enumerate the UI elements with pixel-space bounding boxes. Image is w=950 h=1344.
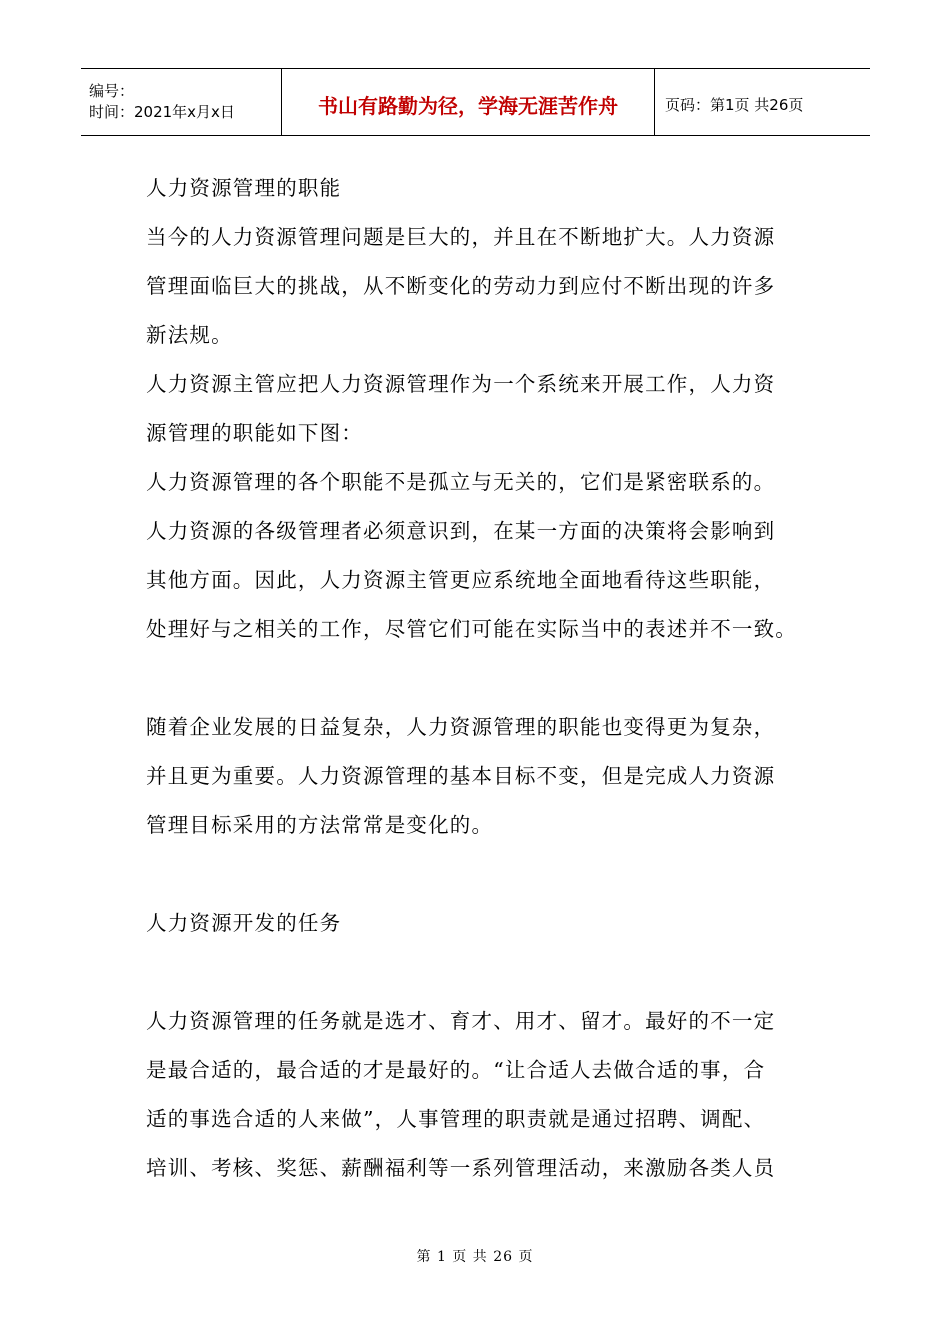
header-motto: 书山有路勤为径，学海无涯苦作舟	[282, 69, 655, 135]
page-header	[81, 68, 870, 136]
section-heading: 人力资源管理的职能	[146, 176, 342, 200]
document-number-label: 编号：	[89, 82, 135, 100]
document-body	[146, 164, 826, 1193]
header-page-info: 页码：第1页 共26页	[665, 95, 804, 114]
page-footer: 第 1 页 共 26 页	[416, 1249, 534, 1265]
section-heading: 人力资源开发的任务	[146, 911, 342, 935]
body-line: 是最合适的，最合适的才是最好的。“让合适人去做合适的事，合	[146, 1058, 766, 1082]
body-line: 管理目标采用的方法常常是变化的。	[146, 813, 494, 837]
body-line: 适的事选合适的人来做”，人事管理的职责就是通过招聘、调配、	[146, 1107, 766, 1131]
body-line: 人力资源管理的任务就是选才、育才、用才、留才。最好的不一定	[146, 1009, 776, 1033]
body-line: 新法规。	[146, 323, 233, 347]
paragraph-gap	[146, 654, 826, 703]
body-line: 处理好与之相关的工作，尽管它们可能在实际当中的表述并不一致。	[146, 617, 797, 641]
body-line: 当今的人力资源管理问题是巨大的，并且在不断地扩大。人力资源	[146, 225, 776, 249]
body-line: 其他方面。因此，人力资源主管更应系统地全面地看待这些职能，	[146, 568, 776, 592]
body-line: 源管理的职能如下图：	[146, 421, 363, 445]
body-line: 管理面临巨大的挑战，从不断变化的劳动力到应付不断出现的许多	[146, 274, 776, 298]
body-line: 随着企业发展的日益复杂，人力资源管理的职能也变得更为复杂，	[146, 715, 776, 739]
paragraph-gap	[146, 948, 826, 997]
document-time-label: 时间：2021年x月x日	[89, 103, 235, 121]
body-line: 人力资源主管应把人力资源管理作为一个系统来开展工作，人力资	[146, 372, 776, 396]
body-line: 人力资源管理的各个职能不是孤立与无关的，它们是紧密联系的。	[146, 470, 776, 494]
body-line: 人力资源的各级管理者必须意识到，在某一方面的决策将会影响到	[146, 519, 776, 543]
header-meta	[81, 69, 282, 135]
body-line: 并且更为重要。人力资源管理的基本目标不变，但是完成人力资源	[146, 764, 776, 788]
paragraph-gap	[146, 850, 826, 899]
body-line: 培训、考核、奖惩、薪酬福利等一系列管理活动，来激励各类人员	[146, 1156, 776, 1180]
